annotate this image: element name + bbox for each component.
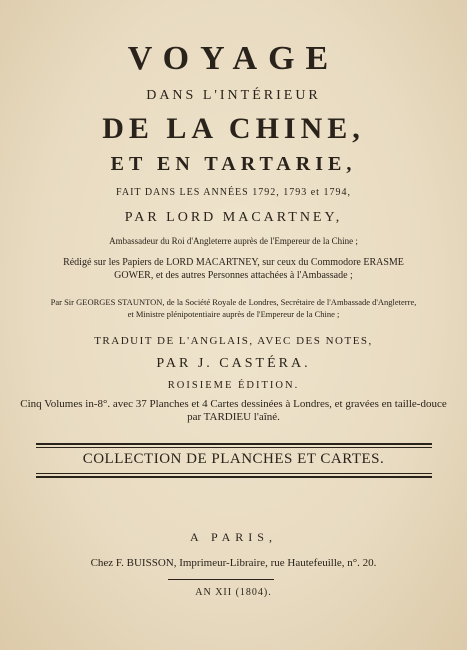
imprint-rule [168, 579, 274, 580]
title-chine: DE LA CHINE, [102, 112, 365, 145]
redige-line-1: Rédigé sur les Papiers de LORD MACARTNEY, sur ceux du Commodore ERASME [63, 257, 404, 268]
edition: ROISIEME ÉDITION. [167, 380, 300, 391]
volumes-text [0, 398, 467, 424]
author-line: PAR LORD MACARTNEY, [124, 210, 343, 225]
imprint-city: A PARIS, [190, 530, 277, 544]
collection-heading: COLLECTION DE PLANCHES ET CARTES. [82, 451, 385, 467]
title-voyage: VOYAGE [127, 40, 340, 77]
redige-text [0, 256, 467, 282]
staunton-line-1: Par Sir GEORGES STAUNTON, de la Société Royale de Londres, Secrétaire de l'Ambassade d'Angleterre, [50, 297, 417, 307]
rule-bottom-thick [36, 476, 432, 478]
staunton-line-2: et Ministre plénipotentiaire auprès de l'Empereur de la Chine ; [127, 309, 340, 319]
translation-note: TRADUIT DE L'ANGLAIS, AVEC DES NOTES, [94, 335, 373, 347]
translator: PAR J. CASTÉRA. [156, 356, 311, 371]
rule-top-thick [36, 443, 432, 445]
volumes-line-2: par TARDIEU l'aîné. [187, 411, 280, 423]
volumes-line-1: Cinq Volumes in-8°. avec 37 Planches et 4 Cartes dessinées à Londres, et gravées en taille-douce [20, 398, 447, 410]
redige-line-2: GOWER, et des autres Personnes attachées à l'Ambassade ; [114, 270, 353, 281]
imprint-date: AN XII (1804). [195, 587, 272, 598]
staunton-text [0, 296, 467, 320]
rule-bottom-thin [36, 473, 432, 474]
rule-top-thin [36, 447, 432, 448]
title-dans: DANS L'INTÉRIEUR [146, 88, 321, 103]
title-tartarie: ET EN TARTARIE, [110, 153, 357, 175]
author-role: Ambassadeur du Roi d'Angleterre auprès de l'Empereur de la Chine ; [109, 236, 358, 246]
imprint-publisher: Chez F. BUISSON, Imprimeur-Libraire, rue Hautefeuille, n°. 20. [90, 557, 377, 569]
subtitle-years: FAIT DANS LES ANNÉES 1792, 1793 et 1794, [116, 187, 351, 198]
